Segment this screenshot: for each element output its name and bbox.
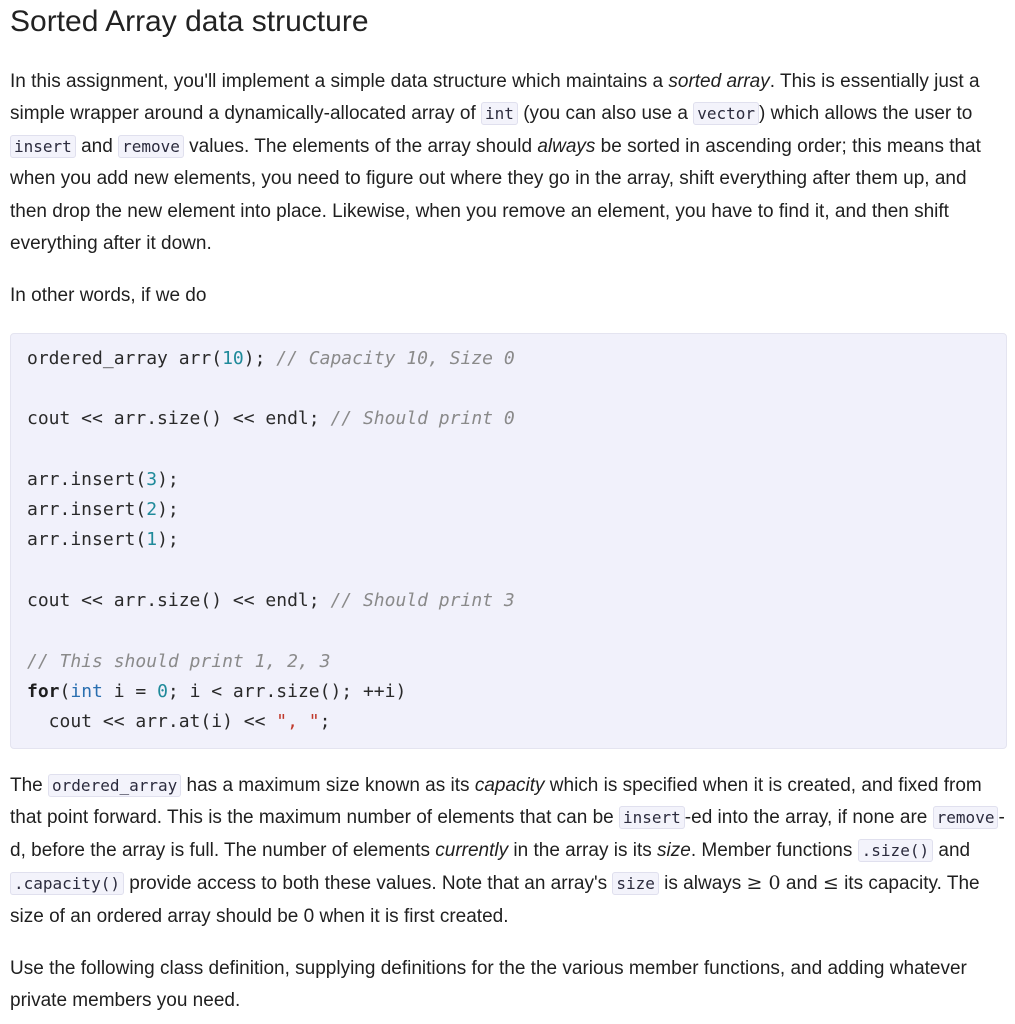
text: and — [75, 135, 119, 157]
code-token: ( — [59, 681, 71, 702]
code-comment: // This should print 1, 2, 3 — [27, 651, 331, 672]
text: In this assignment, you'll implement a simple data structure which maintains a — [10, 71, 669, 92]
text: its capacity. The size of an ordered array should be 0 when it is first created. — [10, 873, 980, 927]
emphasis: capacity — [474, 775, 545, 796]
code-token: cout << arr.size() << endl; — [27, 590, 331, 611]
inline-code: insert — [619, 806, 685, 829]
code-token: ); — [157, 499, 179, 520]
code-token: arr.insert( — [27, 499, 147, 520]
code-token: ); — [243, 348, 277, 369]
text: ) which allows the user to — [759, 103, 973, 125]
code-line — [27, 647, 330, 677]
code-line — [27, 465, 179, 495]
text: has a maximum size known as its — [181, 775, 475, 796]
code-number: 3 — [146, 469, 158, 490]
code-token: ); — [157, 529, 179, 550]
page-title: Sorted Array data structure — [10, 5, 369, 38]
text: which is specified when it is created, and fixed from that point forward. This is the maximum number of elements that can be — [10, 775, 982, 829]
code-keyword: for — [27, 681, 60, 702]
inline-code: vector — [693, 102, 759, 125]
math-expression: ≥ 0 — [746, 872, 781, 895]
code-comment: // Should print 0 — [330, 408, 515, 429]
inline-code: int — [481, 102, 518, 125]
code-token: i = — [102, 681, 158, 702]
code-token: ordered_array arr( — [27, 348, 223, 369]
code-number: 1 — [146, 529, 158, 550]
lead-in-paragraph: In other words, if we do — [10, 285, 207, 306]
text: values. The elements of the array should — [183, 135, 538, 157]
code-token: ; i < arr.size(); ++i) — [167, 681, 407, 702]
math-expression: ≤ — [822, 872, 839, 895]
text: and — [933, 839, 971, 861]
code-block — [10, 333, 1007, 749]
emphasis: always — [537, 135, 596, 157]
code-token: ; — [319, 711, 331, 732]
text: The — [10, 775, 49, 796]
inline-code: remove — [118, 135, 184, 158]
inline-code: remove — [933, 806, 999, 829]
code-token: arr.insert( — [27, 469, 147, 490]
text: . This is essentially just a simple wrapper around a dynamically-allocated array of — [10, 71, 980, 125]
inline-code: ordered_array — [48, 774, 181, 797]
text: is always — [658, 873, 747, 895]
text: -d, before the array is full. The number of elements — [10, 807, 1005, 861]
inline-code: insert — [10, 135, 76, 158]
code-line — [27, 344, 515, 374]
code-line — [27, 677, 406, 707]
text: (you can also use a — [517, 103, 694, 125]
capacity-paragraph — [10, 770, 1005, 933]
code-token: arr.insert( — [27, 529, 147, 550]
text: provide access to both these values. Note that an array's — [123, 873, 613, 895]
text: -ed into the array, if none are — [684, 807, 933, 829]
inline-code: .capacity() — [10, 872, 124, 895]
code-line — [27, 586, 515, 616]
inline-code: .size() — [858, 839, 933, 862]
inline-code: size — [612, 872, 659, 895]
text: and — [780, 873, 823, 895]
code-line — [27, 707, 330, 737]
text: . Member functions — [690, 839, 858, 861]
code-string: ", " — [276, 711, 320, 732]
code-comment: // Should print 3 — [330, 590, 515, 611]
emphasis: sorted array — [668, 71, 770, 92]
code-token: ); — [157, 469, 179, 490]
code-line — [27, 495, 179, 525]
code-type: int — [70, 681, 103, 702]
code-comment: // Capacity 10, Size 0 — [276, 348, 515, 369]
text: be sorted in ascending order; this means that when you add new elements, you need to figure out where they go in the array, shift everything after them up, and then drop the new element into place. Likewise, when you remove an element, you have to find it, and then shift everything after it down. — [10, 135, 981, 255]
code-number: 0 — [157, 681, 168, 702]
emphasis: currently — [435, 839, 509, 861]
code-line — [27, 525, 179, 555]
code-number: 2 — [146, 499, 158, 520]
text: in the array is its — [508, 839, 658, 861]
code-token: cout << arr.at(i) << — [27, 711, 277, 732]
emphasis: size — [657, 839, 691, 861]
code-number: 10 — [222, 348, 244, 369]
intro-paragraph — [10, 66, 1005, 260]
class-definition-paragraph: Use the following class definition, supplying definitions for the the various member functions, and adding whatever private members you need. — [10, 958, 967, 1012]
code-line — [27, 404, 515, 434]
code-token: cout << arr.size() << endl; — [27, 408, 331, 429]
